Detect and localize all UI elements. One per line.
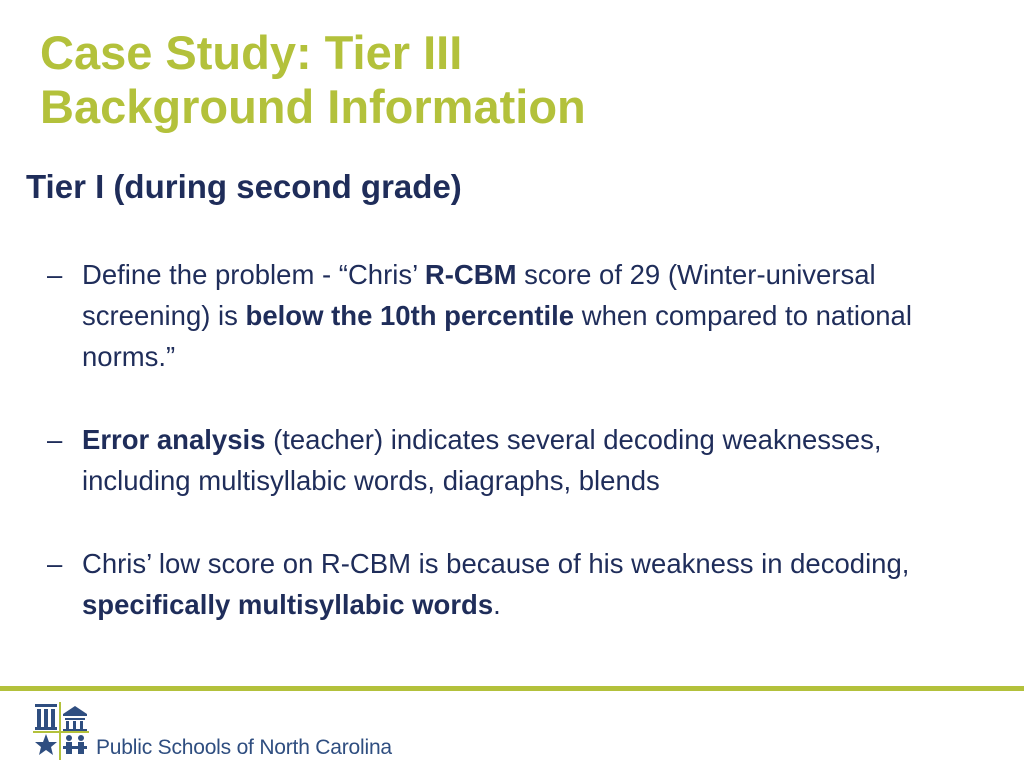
bullet-emphasis: below the 10th percentile	[245, 300, 575, 331]
footer-divider	[0, 686, 1024, 691]
bullet-define-problem	[47, 254, 977, 377]
bullet-text: when compared to national norms.”	[82, 300, 912, 372]
dash-marker: –	[47, 548, 63, 579]
bullet-text: .	[493, 589, 501, 620]
bullet-text: Define the problem - “Chris’	[82, 259, 425, 290]
bullet-text: (teacher) indicates several decoding weaknesses, including multisyllabic words, diagraphs, blends	[82, 424, 882, 496]
nc-public-schools-logo-icon	[33, 702, 89, 760]
bullet-low-score	[47, 543, 977, 625]
bullet-text: Chris’ low score on R-CBM is because of his weakness in decoding,	[82, 548, 910, 579]
organization-name: Public Schools of North Carolina	[96, 736, 392, 759]
dash-marker: –	[47, 259, 63, 290]
bullet-emphasis: Error analysis	[82, 424, 266, 455]
bullet-list	[47, 254, 977, 625]
bullet-text: score of 29 (Winter-universal screening) is	[82, 259, 876, 331]
bullet-emphasis: specifically multisyllabic words	[82, 589, 494, 620]
dash-marker: –	[47, 424, 63, 455]
slide-title-line-1: Case Study: Tier III	[40, 26, 463, 79]
slide-title	[40, 26, 586, 134]
bullet-emphasis: R-CBM	[424, 259, 517, 290]
bullet-error-analysis	[47, 419, 977, 501]
slide-title-line-2: Background Information	[40, 80, 586, 133]
tier-subheading: Tier I (during second grade)	[26, 168, 462, 205]
